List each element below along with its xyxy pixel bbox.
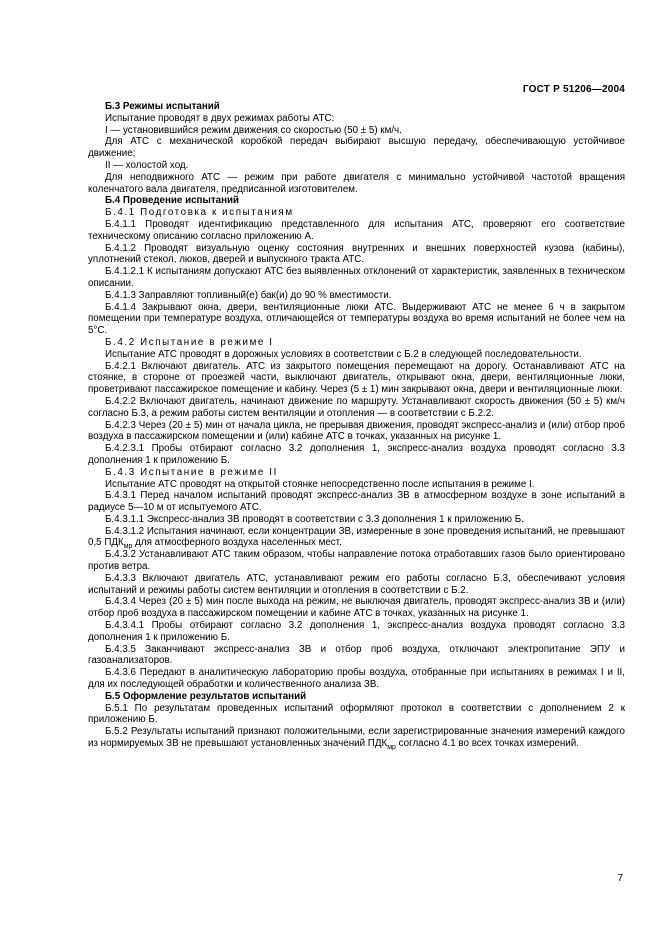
page-number: 7 [617,873,623,884]
paragraph: Б.4.2.3 Через (20 ± 5) мин от начала цикла, не прерывая движения, проводят экспресс-анализ и (или) отбор проб воздуха в пассажирском помещении и (или) кабине АТС в точках, указанных на рисунке 1. [88,419,625,443]
paragraph: Б.4.1.2 Проводят визуальную оценку состояния внутренних и внешних поверхностей кузова (кабины), уплотнений стекол, люков, дверей и выпускного тракта АТС. [88,242,625,266]
section-heading: Б.3 Режимы испытаний [105,101,220,112]
paragraph: Б.4.3.1.2 Испытания начинают, если концентрации ЗВ, измеренные в зоне проведения испытаний, не превышают 0,5 $ПДК_{мр}$ для атмосферного воздуха населенных мест. [88,525,625,551]
paragraph: Б.4.2.3.1 Пробы отбирают согласно 3.2 дополнения 1, экспресс-анализ воздуха проводят согласно 3.3 дополнения 1 к приложению Б. [88,443,625,466]
section-heading: Б.5 Оформление результатов испытаний [105,690,307,702]
paragraph: Для АТС с механической коробкой передач выбирают высшую передачу, обеспечивающую устойчивое движение; [88,136,625,160]
paragraph: Б.5.2 Результаты испытаний признают положительными, если зарегистрированные значения измерений каждого из нормируемых ЗВ не превышают установленных значений $ПДК_{мр}$ согласно 4.1 во всех точках измерений. [88,726,625,751]
paragraph: Б.4.1.3 Заправляют топливный(е) бак(и) до 90 % вместимости. [105,289,392,301]
section-heading: Б.4 Проведение испытаний [105,195,240,207]
paragraph: Б.4.2.1 Включают двигатель. АТС из закрытого помещения перемещают на дорогу. Останавливают АТС на стоянке, в стороне от проезжей части, выключают двигатель, открывают окна, двери, вентиляционные люки, проветривают пассажирское помещение и кабину. Через (5 ± 1) мин закрывают окна, двери и вентиляционные люки. [88,360,625,396]
subsection-heading: Б.4.3 Испытание в режиме II [105,466,278,478]
paragraph: Б.4.3.4.1 Пробы отбирают согласно 3.2 дополнения 1, экспресс-анализ воздуха проводят согласно 3.3 дополнения 1 к приложению Б. [88,620,625,643]
paragraph: Б.4.3.4 Через (20 ± 5) мин после выхода на режим, не выключая двигатель, проводят экспресс-анализ ЗВ и (или) отбор проб воздуха в пассажирском помещении и кабине АТС в точках, указанных на рисунке 1. [88,596,625,620]
paragraph: I — установившийся режим движения со скоростью (50 ± 5) км/ч. [105,124,402,136]
document-body [88,101,625,750]
paragraph: Испытание АТС проводят на открытой стоянке непосредственно после испытания в режиме I. [105,478,535,490]
paragraph: Б.4.1.2.1 К испытаниям допускают АТС без выявленных отклонений от характеристик, заявленных в техническом описании. [88,266,625,289]
paragraph: Б.4.2.2 Включают двигатель, начинают движение по маршруту. Устанавливают скорость движения (50 ± 5) км/ч согласно Б.3, а режим работы систем вентиляции и отопления — в соответствии с Б.2.2. [88,395,625,419]
paragraph: Б.4.3.5 Заканчивают экспресс-анализ ЗВ и отбор проб воздуха, отключают электропитание ЭПУ и газоанализаторов. [88,643,625,667]
document-number: ГОСТ Р 51206—2004 [522,84,625,95]
paragraph: Б.4.1.1 Проводят идентификацию представленного для испытания АТС, проверяют его соответствие техническому описанию согласно приложению А. [88,218,625,242]
paragraph: Б.4.3.6 Передают в аналитическую лабораторию пробы воздуха, отобранные при испытаниях в режимах I и II, для их последующей обработки и количественного анализа ЗВ. [88,667,625,691]
paragraph: Б.4.3.3 Включают двигатель АТС, устанавливают режим его работы согласно Б.3, обеспечивают условия испытаний и режимы работы систем вентиляции и отопления в соответствии с Б.2. [88,572,625,596]
subsection-heading: Б.4.1 Подготовка к испытаниям [105,207,294,219]
paragraph: Б.5.1 По результатам проведенных испытаний оформляют протокол в соответствии с дополнением 2 к приложению Б. [88,702,625,726]
paragraph: Б.4.3.1.1 Экспресс-анализ ЗВ проводят в соответствии с 3.3 дополнения 1 к приложению Б. [105,513,524,525]
paragraph: Для неподвижного АТС — режим при работе двигателя с минимально устойчивой частотой вращения коленчатого вала двигателя, предписанной изготовителем. [88,171,625,195]
paragraph: II — холостой ход. [105,159,189,171]
paragraph: Испытание проводят в двух режимах работы АТС: [105,112,335,124]
paragraph: Б.4.1.4 Закрывают окна, двери, вентиляционные люки АТС. Выдерживают АТС не менее 6 ч в закрытом помещении при температуре воздуха, отличающейся от температуры воздуха во время испытаний не более чем на 5°С. [88,301,625,337]
subsection-heading: Б.4.2 Испытание в режиме I [105,336,274,348]
paragraph: Б.4.3.1 Перед началом испытаний проводят экспресс-анализ ЗВ в атмосферном воздухе в зоне испытаний в радиусе 5—10 м от испытуемого АТС. [88,490,625,514]
paragraph: Испытание АТС проводят в дорожных условиях в соответствии с Б.2 в следующей последовательности. [105,348,582,360]
paragraph: Б.4.3.2 Устанавливают АТС таким образом, чтобы направление потока отработавших газов было ориентировано против ветра. [88,549,625,573]
